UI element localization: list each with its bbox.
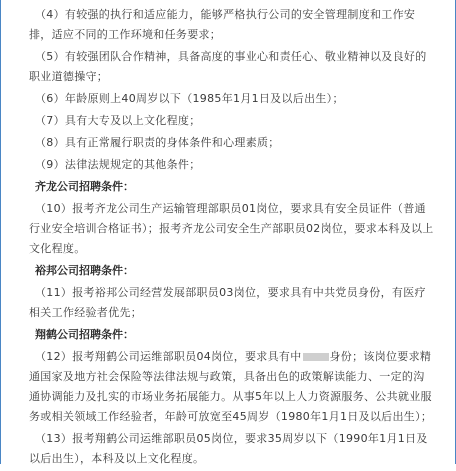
requirement-item-5: （5）有较强团队合作精神，具备高度的事业心和责任心、敬业精神以及良好的职业道德操守；: [29, 50, 427, 83]
requirement-item-8: （8）具有正常履行职责的身体条件和心理素质；: [35, 136, 280, 149]
requirement-item-12-text-after: 身份；该岗位要求精通国家及地方社会保险等法律法规与政策，具备出色的政策解读能力、一定的沟通协调能力及扎实的市场业务拓展能力。从事5年以上人力资源服务、公共就业服务或相关领域工作经验者，年龄可放宽至45周岁（1980年1月1日及以后出生）；: [29, 350, 433, 423]
requirement-item-13: （13）报考翔鹤公司运维部职员05岗位，要求35周岁以下（1990年1月1日及以后出生），本科及以上文化程度。: [29, 432, 428, 465]
requirement-item-6: （6）年龄原则上40周岁以下（1985年1月1日及以后出生）；: [35, 92, 344, 105]
requirement-item-11: （11）报考裕邦公司经营发展部职员03岗位，要求具有中共党员身份，有医疗相关工作经验者优先；: [29, 286, 426, 319]
redacted-text-block: [303, 353, 329, 361]
requirement-item-4: （4）有较强的执行和适应能力，能够严格执行公司的安全管理制度和工作安排，适应不同的工作环境和任务要求；: [29, 8, 416, 41]
section-heading-xianghe: 翔鹤公司招聘条件：: [35, 328, 134, 341]
requirement-item-12: [29, 347, 435, 427]
requirement-item-12-text-before: （12）报考翔鹤公司运维部职员04岗位，要求具有中: [35, 350, 302, 363]
section-heading-yubang: 裕邦公司招聘条件：: [35, 264, 134, 277]
section-heading-qilong: 齐龙公司招聘条件：: [35, 180, 134, 193]
requirement-item-7: （7）具有大专及以上文化程度；: [35, 114, 201, 127]
requirement-item-10: （10）报考齐龙公司生产运输管理部职员01岗位，要求具有安全员证件（普通行业安全培训合格证书）；报考齐龙公司安全生产部职员02岗位，要求本科及以上文化程度。: [29, 202, 434, 255]
document-content: [1, 0, 455, 471]
requirement-item-9: （9）法律法规规定的其他条件；: [35, 158, 201, 171]
